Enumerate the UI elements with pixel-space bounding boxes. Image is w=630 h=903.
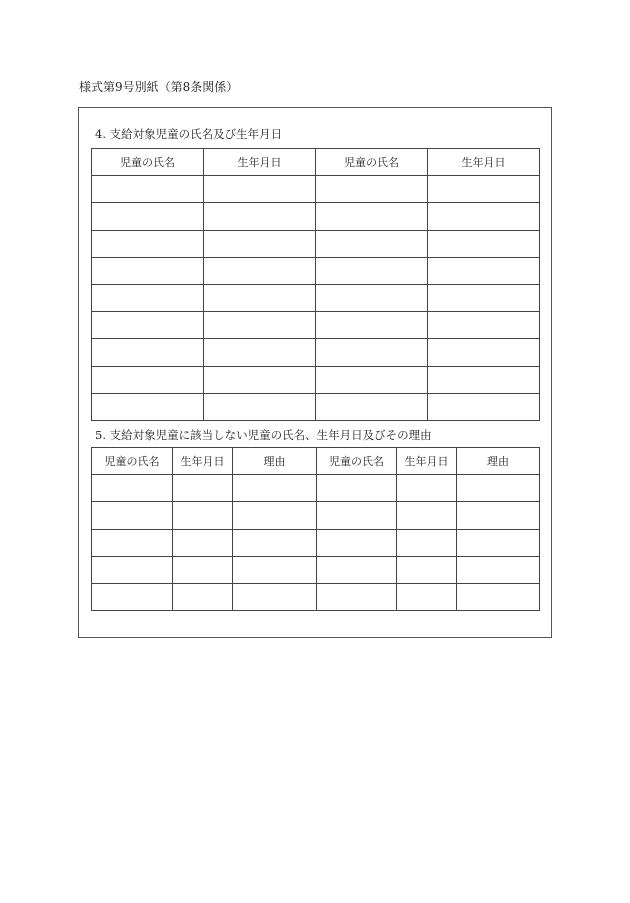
table-row [92, 176, 540, 203]
entry-cell-name[interactable] [316, 176, 428, 203]
entry-cell-birthdate[interactable] [428, 230, 540, 257]
entry-cell-name[interactable] [317, 556, 397, 583]
table-row [92, 312, 540, 339]
entry-cell-birthdate[interactable] [428, 284, 540, 311]
entry-cell-name[interactable] [317, 583, 397, 610]
column-header-reason: 理由 [457, 448, 540, 475]
entry-cell-birthdate[interactable] [428, 176, 540, 203]
entry-cell-birthdate[interactable] [428, 366, 540, 393]
table-row [92, 284, 540, 311]
entry-cell-birthdate[interactable] [173, 529, 233, 556]
column-header-reason: 理由 [233, 448, 317, 475]
entry-cell-birthdate[interactable] [204, 339, 316, 366]
section-5-heading: 5. 支給対象児童に該当しない児童の氏名、生年月日及びその理由 [95, 428, 432, 442]
entry-cell-name[interactable] [317, 475, 397, 502]
table-row [92, 475, 540, 502]
entry-cell-birthdate[interactable] [397, 475, 457, 502]
entry-cell-birthdate[interactable] [397, 502, 457, 529]
entry-cell-name[interactable] [92, 529, 173, 556]
entry-cell-name[interactable] [92, 312, 204, 339]
entry-cell-name[interactable] [316, 203, 428, 230]
entry-cell-name[interactable] [92, 257, 204, 284]
entry-cell-birthdate[interactable] [428, 257, 540, 284]
entry-cell-birthdate[interactable] [204, 284, 316, 311]
entry-cell-birthdate[interactable] [397, 583, 457, 610]
entry-cell-reason[interactable] [457, 529, 540, 556]
entry-cell-name[interactable] [316, 257, 428, 284]
entry-cell-reason[interactable] [233, 529, 317, 556]
entry-cell-birthdate[interactable] [428, 393, 540, 420]
entry-cell-birthdate[interactable] [173, 502, 233, 529]
entry-cell-name[interactable] [317, 529, 397, 556]
entry-cell-name[interactable] [316, 230, 428, 257]
column-header-child-name: 児童の氏名 [92, 149, 204, 176]
entry-cell-name[interactable] [92, 230, 204, 257]
entry-cell-name[interactable] [92, 475, 173, 502]
table-row [92, 230, 540, 257]
form-title: 様式第9号別紙（第8条関係） [79, 80, 239, 94]
entry-cell-birthdate[interactable] [204, 257, 316, 284]
entry-cell-reason[interactable] [457, 583, 540, 610]
column-header-birthdate: 生年月日 [173, 448, 233, 475]
entry-cell-birthdate[interactable] [204, 176, 316, 203]
entry-cell-birthdate[interactable] [204, 393, 316, 420]
children-table [91, 148, 540, 421]
table-header-row [92, 149, 540, 176]
entry-cell-name[interactable] [316, 339, 428, 366]
table-row [92, 257, 540, 284]
entry-cell-reason[interactable] [457, 556, 540, 583]
entry-cell-reason[interactable] [233, 556, 317, 583]
table-row [92, 529, 540, 556]
entry-cell-birthdate[interactable] [428, 339, 540, 366]
entry-cell-birthdate[interactable] [173, 475, 233, 502]
entry-cell-reason[interactable] [457, 502, 540, 529]
column-header-child-name: 児童の氏名 [317, 448, 397, 475]
entry-cell-name[interactable] [92, 339, 204, 366]
entry-cell-name[interactable] [316, 366, 428, 393]
table-row [92, 502, 540, 529]
entry-cell-birthdate[interactable] [204, 203, 316, 230]
entry-cell-birthdate[interactable] [173, 583, 233, 610]
table-row [92, 393, 540, 420]
entry-cell-reason[interactable] [457, 475, 540, 502]
table-row [92, 556, 540, 583]
entry-cell-birthdate[interactable] [204, 366, 316, 393]
entry-cell-reason[interactable] [233, 583, 317, 610]
entry-cell-name[interactable] [92, 502, 173, 529]
entry-cell-name[interactable] [92, 393, 204, 420]
entry-cell-name[interactable] [316, 393, 428, 420]
entry-cell-name[interactable] [316, 312, 428, 339]
entry-cell-name[interactable] [317, 502, 397, 529]
column-header-birthdate: 生年月日 [428, 149, 540, 176]
entry-cell-name[interactable] [92, 284, 204, 311]
section-4-heading: 4. 支給対象児童の氏名及び生年月日 [95, 127, 283, 141]
entry-cell-name[interactable] [92, 203, 204, 230]
entry-cell-reason[interactable] [233, 475, 317, 502]
entry-cell-name[interactable] [316, 284, 428, 311]
entry-cell-birthdate[interactable] [397, 556, 457, 583]
entry-cell-birthdate[interactable] [428, 203, 540, 230]
entry-cell-birthdate[interactable] [428, 312, 540, 339]
column-header-child-name: 児童の氏名 [316, 149, 428, 176]
table-row [92, 203, 540, 230]
entry-cell-reason[interactable] [233, 502, 317, 529]
table-row [92, 366, 540, 393]
column-header-birthdate: 生年月日 [204, 149, 316, 176]
entry-cell-birthdate[interactable] [204, 312, 316, 339]
entry-cell-birthdate[interactable] [173, 556, 233, 583]
entry-cell-birthdate[interactable] [397, 529, 457, 556]
entry-cell-birthdate[interactable] [204, 230, 316, 257]
entry-cell-name[interactable] [92, 556, 173, 583]
column-header-birthdate: 生年月日 [397, 448, 457, 475]
column-header-child-name: 児童の氏名 [92, 448, 173, 475]
entry-cell-name[interactable] [92, 366, 204, 393]
non-eligible-children-table [91, 447, 540, 611]
table-header-row [92, 448, 540, 475]
entry-cell-name[interactable] [92, 176, 204, 203]
table-row [92, 339, 540, 366]
table-row [92, 583, 540, 610]
entry-cell-name[interactable] [92, 583, 173, 610]
